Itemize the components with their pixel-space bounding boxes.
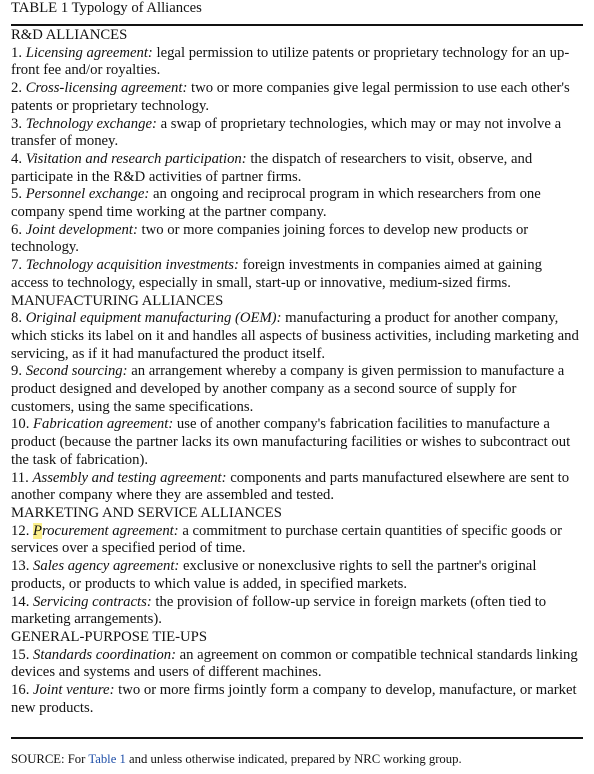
item-number: 14.	[11, 593, 30, 610]
item-text: a swap of proprietary technologies, which may or may not involve a transfer of money.	[11, 115, 562, 150]
item-term: Assembly and testing agreement:	[32, 469, 227, 486]
item-number: 9.	[11, 363, 23, 380]
item-term: Standards coordination:	[33, 646, 176, 663]
item-text: a commitment to purchase certain quantities of specific goods or services over a specified period of time.	[11, 522, 563, 557]
item-term: Personnel exchange:	[25, 186, 150, 203]
list-item	[11, 470, 583, 505]
section-marketing-service-alliances	[11, 505, 583, 629]
item-term: Visitation and research participation:	[25, 150, 247, 167]
section-manufacturing-alliances	[11, 293, 583, 505]
source-suffix: and unless otherwise indicated, prepared by NRC working group.	[125, 752, 462, 766]
item-term: Sales agency agreement:	[33, 558, 180, 575]
list-item	[11, 116, 583, 151]
source-note	[11, 751, 462, 767]
item-text: two or more firms jointly form a company to develop, manufacture, or market new products.	[11, 682, 577, 716]
search-highlight: P	[33, 522, 43, 539]
item-text: foreign investments in companies aimed at gaining access to technology, especially in small, start-up or innovative, medium-sized firms.	[11, 257, 542, 291]
list-item	[11, 682, 583, 717]
bottom-rule	[11, 737, 583, 739]
section-general-purpose-tie-ups	[11, 629, 583, 718]
item-text: manufacturing a product for another company, which sticks its label on it and handles all aspects of business activities, including marketing and servicing, as if it had manufactured the product itself.	[11, 310, 579, 362]
item-number: 2.	[11, 80, 23, 97]
item-number: 4.	[11, 150, 23, 167]
item-number: 6.	[11, 221, 23, 238]
item-number: 15.	[11, 646, 30, 663]
list-item	[11, 594, 583, 629]
item-text: components and parts manufactured elsewhere are sent to another company where they are assembled and tested.	[11, 469, 570, 504]
item-text: use of another company's fabrication facilities to manufacture a product (because the partner lacks its own manufacturing facilities or wishes to subcontract out the task of fabrication).	[11, 416, 571, 468]
item-term: Joint venture:	[33, 682, 115, 699]
item-number: 16.	[11, 682, 30, 699]
source-prefix: SOURCE: For	[11, 752, 89, 766]
table-title: TABLE 1 Typology of Alliances	[11, 0, 202, 16]
list-item	[11, 310, 583, 363]
item-term: Second sourcing:	[25, 363, 128, 380]
item-text: two or more companies joining forces to develop new products or technology.	[11, 221, 529, 256]
item-text: the dispatch of researchers to visit, observe, and participate in the R&D activities of partner firms.	[11, 150, 533, 185]
list-item	[11, 558, 583, 593]
item-term: Technology acquisition investments:	[25, 257, 239, 274]
item-number: 11.	[11, 469, 29, 486]
item-text: an agreement on common or compatible technical standards linking devices and systems and users of different machines.	[11, 646, 578, 681]
list-item	[11, 151, 583, 186]
item-number: 5.	[11, 186, 23, 203]
list-item	[11, 416, 583, 469]
list-item	[11, 80, 583, 115]
section-heading: MANUFACTURING ALLIANCES	[11, 292, 224, 309]
item-term: Original equipment manufacturing (OEM):	[25, 310, 282, 327]
top-rule	[11, 24, 583, 26]
list-item	[11, 186, 583, 221]
item-text: an ongoing and reciprocal program in which researchers from one company spend time working at the partner company.	[11, 186, 541, 221]
item-number: 10.	[11, 416, 30, 433]
item-term: Servicing contracts:	[33, 593, 152, 610]
list-item	[11, 523, 583, 558]
list-item	[11, 222, 583, 257]
item-term	[33, 523, 179, 539]
table-link[interactable]: Table 1	[88, 752, 126, 766]
item-number: 13.	[11, 558, 30, 575]
item-text: two or more companies give legal permission to use each other's patents or proprietary technology.	[11, 80, 570, 114]
item-number: 3.	[11, 115, 23, 132]
list-item	[11, 257, 583, 292]
item-term: Licensing agreement:	[25, 44, 153, 61]
item-term-rest: rocurement agreement:	[42, 522, 179, 539]
item-text: an arrangement whereby a company is given permission to manufacture a product designed and developed by another company as a second source of supply for customers, using the same specifications.	[11, 363, 565, 415]
item-text: the provision of follow-up service in foreign markets (often tied to marketing arrangements).	[11, 593, 547, 628]
item-number: 8.	[11, 310, 23, 327]
item-number: 12.	[11, 522, 30, 539]
item-text: exclusive or nonexclusive rights to sell the partner's original products, or products to which value is added, in specified markets.	[11, 558, 537, 592]
table-body	[11, 27, 583, 717]
section-heading: GENERAL-PURPOSE TIE-UPS	[11, 628, 207, 645]
list-item	[11, 45, 583, 80]
section-heading: R&D ALLIANCES	[11, 27, 128, 43]
section-heading: MARKETING AND SERVICE ALLIANCES	[11, 504, 282, 521]
item-term: Technology exchange:	[25, 115, 157, 132]
item-number: 1.	[11, 44, 23, 61]
list-item	[11, 647, 583, 682]
item-term: Joint development:	[25, 221, 138, 238]
item-number: 7.	[11, 257, 23, 274]
item-term: Cross-licensing agreement:	[25, 80, 188, 97]
item-text: legal permission to utilize patents or proprietary technology for an up-front fee and/or royalties.	[11, 44, 570, 79]
item-term: Fabrication agreement:	[33, 416, 174, 433]
section-rd-alliances	[11, 27, 583, 293]
list-item	[11, 363, 583, 416]
